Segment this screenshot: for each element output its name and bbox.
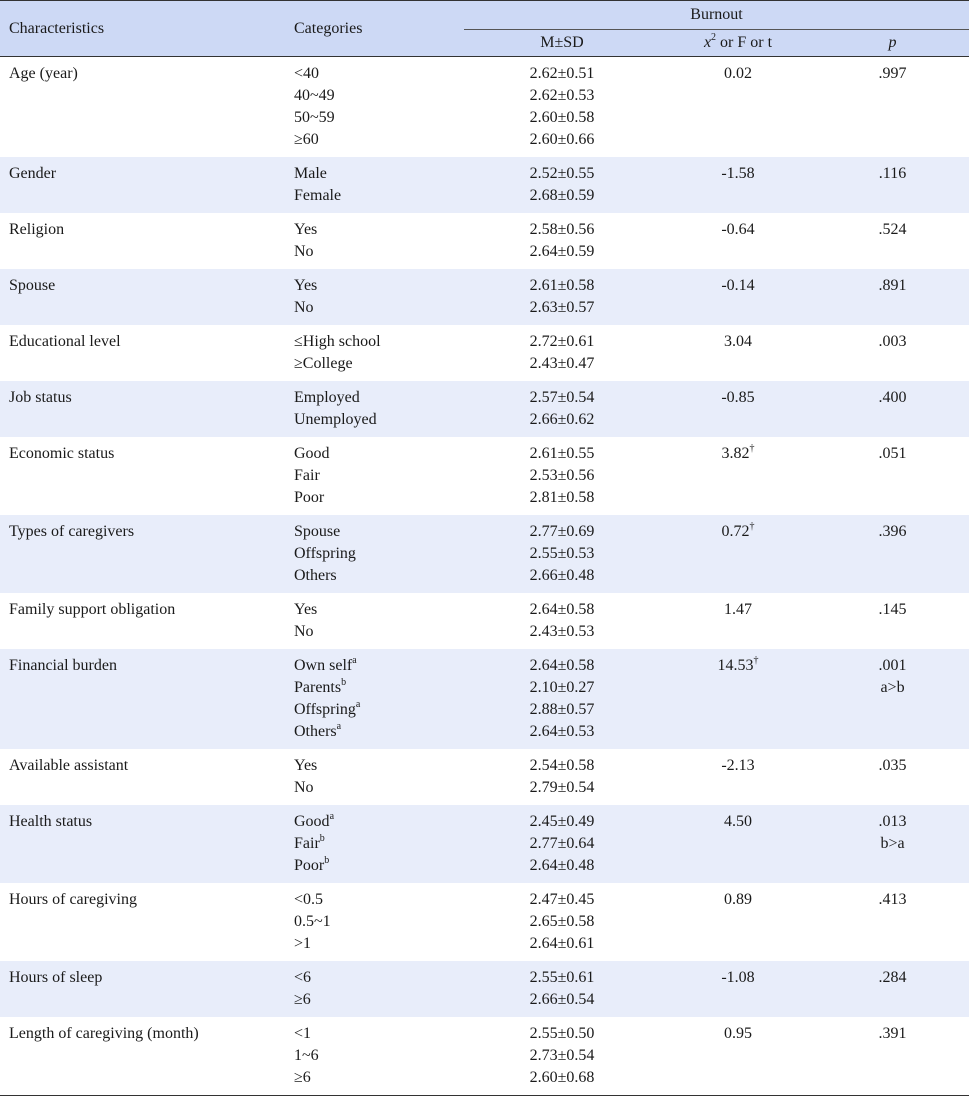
category-text: No — [294, 299, 314, 316]
msd-cell — [464, 269, 660, 325]
p-cell — [816, 1017, 969, 1096]
msd-value: 2.58±0.56 — [529, 221, 595, 238]
header-burnout: Burnout — [464, 1, 969, 30]
category-label — [294, 107, 464, 129]
p-cell — [816, 961, 969, 1017]
msd-cell — [464, 157, 660, 213]
category-text: 1~6 — [294, 1047, 319, 1064]
category-label — [294, 275, 464, 297]
msd-value: 2.54±0.58 — [529, 757, 595, 774]
msd-value: 2.55±0.61 — [529, 969, 595, 986]
category-text: <40 — [294, 65, 320, 82]
p-value: .116 — [878, 165, 907, 182]
category-label — [294, 297, 464, 319]
category-label — [294, 443, 464, 465]
msd-value: 2.43±0.47 — [529, 355, 595, 372]
category-text: ≥6 — [294, 991, 311, 1008]
msd-value: 2.66±0.54 — [529, 991, 595, 1008]
category-text: ≥60 — [294, 131, 319, 148]
msd-value: 2.72±0.61 — [529, 333, 595, 350]
msd-value: 2.55±0.50 — [529, 1025, 595, 1042]
table-row — [0, 593, 969, 649]
category-superscript: a — [355, 698, 361, 710]
category-text: Yes — [294, 601, 318, 618]
categories-cell — [294, 515, 464, 593]
stat-value: 3.82 — [721, 445, 750, 462]
category-label — [294, 521, 464, 543]
table-row — [0, 515, 969, 593]
characteristic-cell: Hours of sleep — [0, 961, 294, 1017]
msd-cell — [464, 1017, 660, 1096]
category-label — [294, 387, 464, 409]
p-value: .013 — [878, 813, 907, 830]
stat-cell — [660, 593, 816, 649]
msd-cell — [464, 437, 660, 515]
characteristic-cell: Religion — [9, 221, 65, 238]
p-cell — [816, 381, 969, 437]
header-stat-rest: or F or t — [716, 34, 773, 51]
category-text: 50~59 — [294, 109, 335, 126]
table-row — [0, 269, 969, 325]
stat-cell — [660, 381, 816, 437]
category-text: Own self — [294, 657, 353, 674]
p-value: .891 — [878, 277, 907, 294]
category-label — [294, 241, 464, 263]
p-value: .035 — [878, 757, 907, 774]
category-label — [294, 353, 464, 375]
p-cell — [816, 437, 969, 515]
category-text: Offspring — [294, 701, 356, 718]
stat-cell — [660, 157, 816, 213]
msd-value: 2.64±0.58 — [529, 601, 595, 618]
category-label — [294, 409, 464, 431]
category-text: 40~49 — [294, 87, 335, 104]
msd-value: 2.64±0.48 — [529, 857, 595, 874]
p-value: .997 — [878, 65, 907, 82]
categories-cell — [294, 749, 464, 805]
msd-value: 2.10±0.27 — [529, 679, 595, 696]
p-cell — [816, 749, 969, 805]
msd-value: 2.60±0.66 — [529, 131, 595, 148]
stat-cell — [660, 57, 816, 158]
category-text: Good — [294, 813, 330, 830]
category-text: Male — [294, 165, 327, 182]
stat-value: -1.58 — [721, 165, 755, 182]
msd-value: 2.47±0.45 — [529, 891, 595, 908]
category-text: Fair — [294, 835, 320, 852]
category-text: Female — [294, 187, 342, 204]
category-text: Fair — [294, 467, 320, 484]
category-text: Yes — [294, 221, 318, 238]
table-row — [0, 325, 969, 381]
stat-value: 14.53 — [717, 657, 754, 674]
characteristic-cell: Family support obligation — [9, 601, 176, 618]
header-p: p — [816, 30, 969, 57]
table-row — [0, 437, 969, 515]
p-value: .396 — [878, 523, 907, 540]
category-label — [294, 129, 464, 151]
stat-value: 1.47 — [724, 601, 752, 618]
category-superscript: a — [352, 654, 357, 666]
table-body — [0, 57, 969, 1096]
characteristic-cell: Gender — [0, 157, 294, 213]
category-label — [294, 163, 464, 185]
category-text: ≤High school — [294, 333, 381, 350]
table-row — [0, 805, 969, 883]
category-text: Others — [294, 723, 337, 740]
stat-value: -0.14 — [721, 277, 755, 294]
stat-value: -2.13 — [721, 757, 755, 774]
category-label — [294, 833, 464, 855]
category-text: ≥College — [294, 355, 353, 372]
category-label — [294, 933, 464, 955]
stat-value: -0.85 — [721, 389, 755, 406]
msd-value: 2.73±0.54 — [529, 1047, 595, 1064]
characteristic-cell: Economic status — [9, 445, 115, 462]
category-label — [294, 621, 464, 643]
msd-value: 2.61±0.55 — [529, 445, 595, 462]
category-label — [294, 755, 464, 777]
msd-value: 2.63±0.57 — [529, 299, 595, 316]
category-text: Yes — [294, 277, 318, 294]
category-text: No — [294, 779, 314, 796]
category-text: <6 — [294, 969, 312, 986]
stat-cell — [660, 1017, 816, 1096]
category-label — [294, 811, 464, 833]
category-text: Poor — [294, 489, 325, 506]
categories-cell — [294, 1017, 464, 1096]
msd-value: 2.64±0.61 — [529, 935, 595, 952]
category-superscript: a — [336, 720, 342, 732]
table-row — [0, 57, 969, 158]
stat-cell — [660, 961, 816, 1017]
header-msd: M±SD — [464, 30, 660, 57]
categories-cell — [294, 961, 464, 1017]
table-row — [0, 157, 969, 213]
msd-cell — [464, 805, 660, 883]
p-cell — [816, 269, 969, 325]
stat-value: -1.08 — [721, 969, 755, 986]
msd-cell — [464, 749, 660, 805]
category-label — [294, 989, 464, 1011]
category-label — [294, 487, 464, 509]
category-label — [294, 465, 464, 487]
stat-cell — [660, 325, 816, 381]
category-label — [294, 1067, 464, 1089]
stat-value: -0.64 — [721, 221, 755, 238]
header-stat-x: x — [703, 34, 712, 51]
characteristic-cell: Length of caregiving (month) — [0, 1017, 294, 1096]
p-value: .051 — [878, 445, 907, 462]
msd-value: 2.60±0.58 — [529, 109, 595, 126]
p-cell — [816, 805, 969, 883]
category-label — [294, 565, 464, 587]
category-text: 0.5~1 — [294, 913, 331, 930]
msd-value: 2.45±0.49 — [529, 813, 595, 830]
msd-cell — [464, 883, 660, 961]
stat-value: 3.04 — [724, 333, 752, 350]
stat-cell — [660, 883, 816, 961]
msd-cell — [464, 57, 660, 158]
stat-cell — [660, 213, 816, 269]
msd-value: 2.88±0.57 — [529, 701, 595, 718]
msd-value: 2.57±0.54 — [529, 389, 595, 406]
category-label — [294, 889, 464, 911]
header-categories: Categories — [294, 1, 464, 57]
table-row — [0, 649, 969, 749]
msd-cell — [464, 325, 660, 381]
category-label — [294, 677, 464, 699]
msd-cell — [464, 515, 660, 593]
category-label — [294, 911, 464, 933]
categories-cell — [294, 593, 464, 649]
p-value: .524 — [878, 221, 907, 238]
msd-value: 2.66±0.48 — [529, 567, 595, 584]
table-row — [0, 883, 969, 961]
categories-cell — [294, 325, 464, 381]
dagger-mark: † — [749, 442, 755, 454]
category-superscript: b — [319, 832, 325, 844]
msd-value: 2.81±0.58 — [529, 489, 595, 506]
category-label — [294, 219, 464, 241]
p-value: .003 — [878, 333, 907, 350]
characteristic-cell: Job status — [0, 381, 294, 437]
msd-value: 2.64±0.59 — [529, 243, 595, 260]
categories-cell — [294, 157, 464, 213]
msd-value: 2.61±0.58 — [529, 277, 595, 294]
category-superscript: b — [324, 854, 330, 866]
p-cell — [816, 213, 969, 269]
p-value: .413 — [878, 891, 907, 908]
category-superscript: a — [329, 810, 335, 822]
category-label — [294, 855, 464, 877]
category-text: Yes — [294, 757, 318, 774]
table-row — [0, 749, 969, 805]
categories-cell — [294, 57, 464, 158]
header-stat-sup: 2 — [711, 31, 717, 43]
msd-value: 2.68±0.59 — [529, 187, 595, 204]
table-row — [0, 381, 969, 437]
category-text: <0.5 — [294, 891, 324, 908]
dagger-mark: † — [749, 520, 755, 532]
p-value: .400 — [878, 389, 907, 406]
p-cell — [816, 157, 969, 213]
characteristic-cell: Available assistant — [9, 757, 129, 774]
msd-cell — [464, 213, 660, 269]
p-value: .001 — [878, 657, 907, 674]
category-label — [294, 699, 464, 721]
category-text: Poor — [294, 857, 325, 874]
msd-cell — [464, 593, 660, 649]
p-cell — [816, 515, 969, 593]
p-value: .284 — [878, 969, 907, 986]
categories-cell — [294, 213, 464, 269]
msd-value: 2.77±0.64 — [529, 835, 595, 852]
category-label — [294, 967, 464, 989]
p-cell — [816, 649, 969, 749]
header-stat — [660, 30, 816, 57]
category-label — [294, 1023, 464, 1045]
p-cell — [816, 593, 969, 649]
category-label — [294, 85, 464, 107]
table-row — [0, 1017, 969, 1096]
stat-cell — [660, 437, 816, 515]
stat-cell — [660, 749, 816, 805]
stat-cell — [660, 805, 816, 883]
category-text: No — [294, 243, 314, 260]
category-label — [294, 1045, 464, 1067]
msd-value: 2.52±0.55 — [529, 165, 595, 182]
categories-cell — [294, 269, 464, 325]
msd-value: 2.79±0.54 — [529, 779, 595, 796]
msd-value: 2.66±0.62 — [529, 411, 595, 428]
msd-value: 2.65±0.58 — [529, 913, 595, 930]
table-row — [0, 961, 969, 1017]
msd-value: 2.53±0.56 — [529, 467, 595, 484]
category-label — [294, 777, 464, 799]
msd-value: 2.64±0.58 — [529, 657, 595, 674]
p-value: .145 — [878, 601, 907, 618]
msd-cell — [464, 381, 660, 437]
category-label — [294, 543, 464, 565]
category-label — [294, 185, 464, 207]
p-cell — [816, 325, 969, 381]
characteristic-cell: Financial burden — [0, 649, 294, 749]
categories-cell — [294, 437, 464, 515]
stat-cell — [660, 515, 816, 593]
characteristic-cell: Age (year) — [9, 65, 78, 82]
posthoc-result: b>a — [880, 835, 905, 852]
msd-value: 2.62±0.53 — [529, 87, 595, 104]
msd-value: 2.60±0.68 — [529, 1069, 595, 1086]
msd-value: 2.64±0.53 — [529, 723, 595, 740]
msd-value: 2.62±0.51 — [529, 65, 595, 82]
posthoc-result: a>b — [880, 679, 905, 696]
header-characteristics: Characteristics — [0, 1, 294, 57]
category-text: Employed — [294, 389, 360, 406]
table-row — [0, 213, 969, 269]
category-text: Offspring — [294, 545, 356, 562]
category-label — [294, 63, 464, 85]
categories-cell — [294, 883, 464, 961]
msd-cell — [464, 649, 660, 749]
characteristic-cell: Health status — [0, 805, 294, 883]
p-cell — [816, 883, 969, 961]
category-label — [294, 655, 464, 677]
stat-cell — [660, 269, 816, 325]
categories-cell — [294, 805, 464, 883]
category-label — [294, 721, 464, 743]
category-text: Parents — [294, 679, 342, 696]
characteristic-cell: Hours of caregiving — [9, 891, 137, 908]
msd-cell — [464, 961, 660, 1017]
category-text: Good — [294, 445, 330, 462]
category-text: Spouse — [294, 523, 341, 540]
category-text: <1 — [294, 1025, 312, 1042]
msd-value: 2.43±0.53 — [529, 623, 595, 640]
dagger-mark: † — [753, 654, 759, 666]
msd-value: 2.77±0.69 — [529, 523, 595, 540]
msd-value: 2.55±0.53 — [529, 545, 595, 562]
categories-cell — [294, 649, 464, 749]
p-cell — [816, 57, 969, 158]
stat-cell — [660, 649, 816, 749]
table-header — [0, 1, 969, 57]
p-value: .391 — [878, 1025, 907, 1042]
categories-cell — [294, 381, 464, 437]
stat-value: 0.72 — [721, 523, 750, 540]
characteristic-cell: Educational level — [9, 333, 121, 350]
category-label — [294, 331, 464, 353]
category-text: >1 — [294, 935, 312, 952]
category-text: ≥6 — [294, 1069, 311, 1086]
stat-value: 4.50 — [724, 813, 752, 830]
characteristic-cell: Spouse — [0, 269, 294, 325]
category-label — [294, 599, 464, 621]
category-text: Unemployed — [294, 411, 377, 428]
stat-value: 0.95 — [724, 1025, 752, 1042]
category-superscript: b — [341, 676, 347, 688]
category-text: No — [294, 623, 314, 640]
stat-value: 0.02 — [724, 65, 752, 82]
characteristic-cell: Types of caregivers — [0, 515, 294, 593]
category-text: Others — [294, 567, 337, 584]
stat-value: 0.89 — [724, 891, 752, 908]
